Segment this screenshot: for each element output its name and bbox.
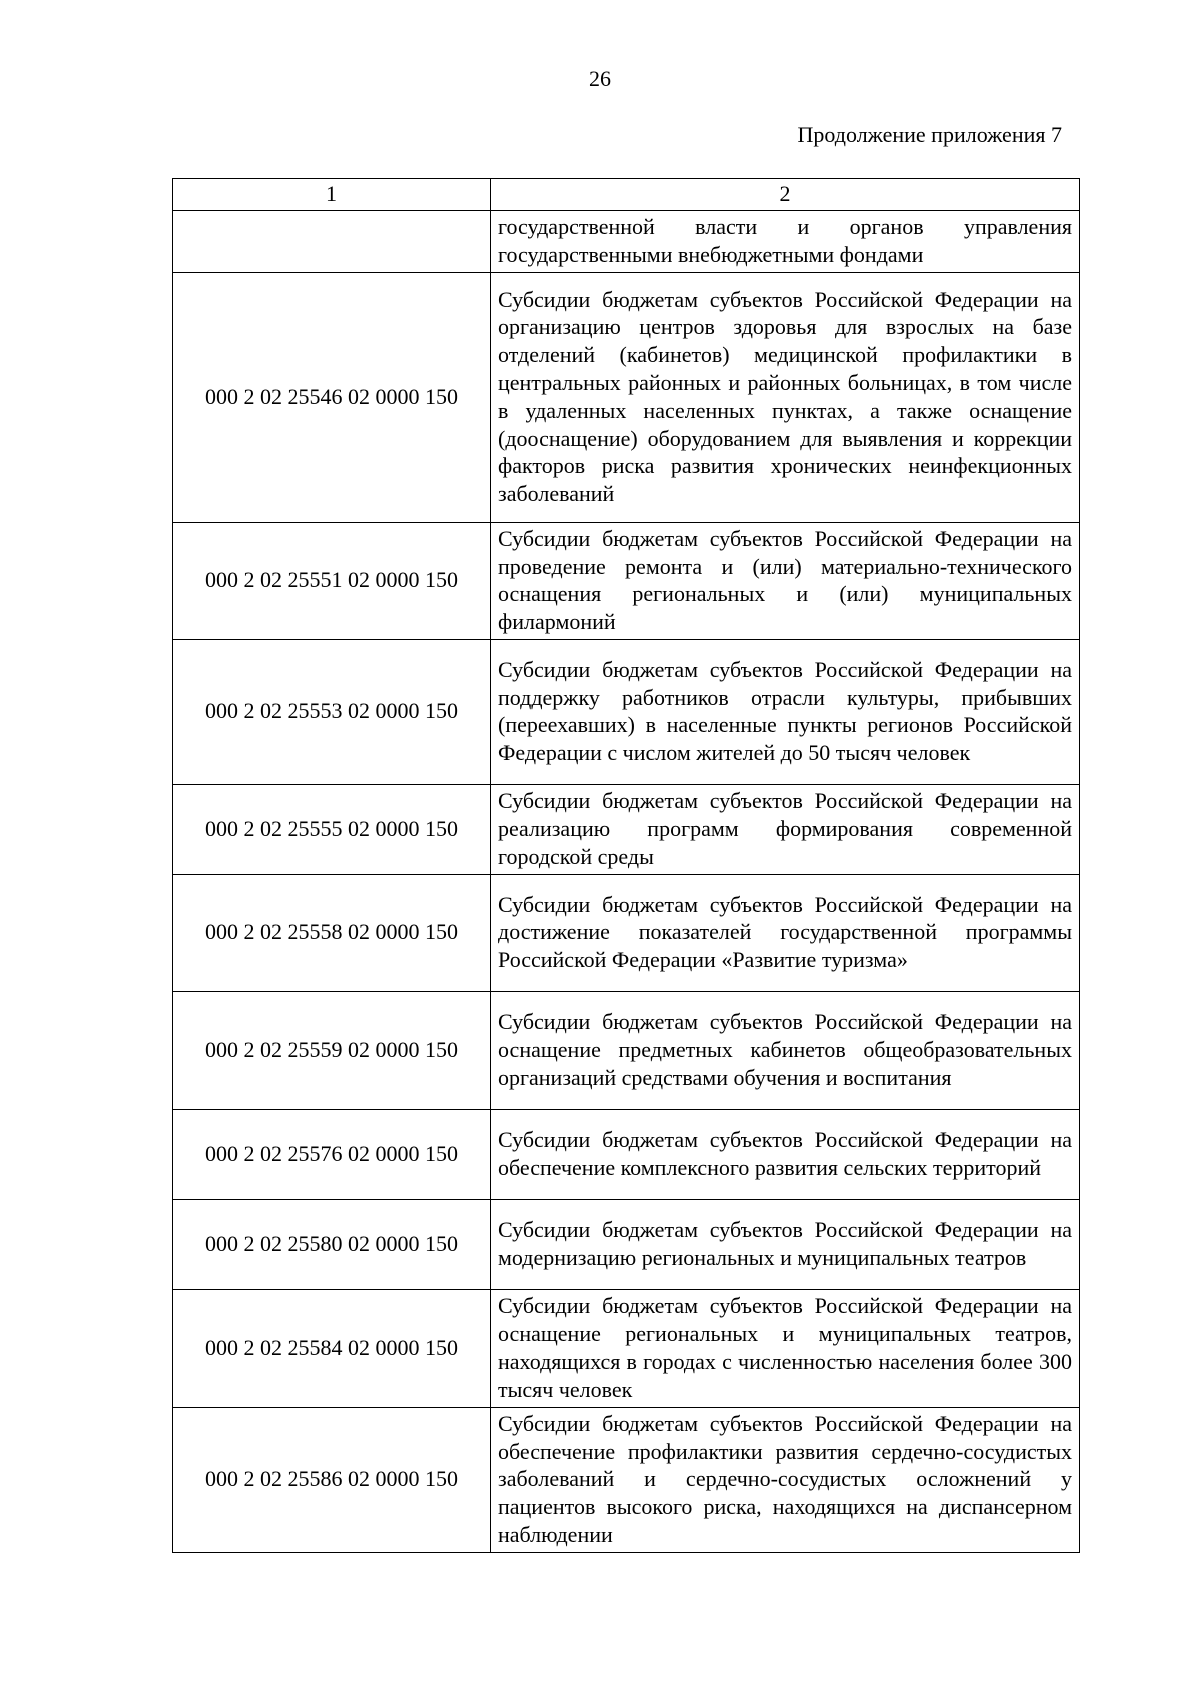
row-description: Субсидии бюджетам субъектов Российской Федерации на организацию центров здоровья для взрослых на базе отделений (кабинетов) медицинской профилактики в центральных районных и районных больницах, в том числе в удаленных населенных пунктах, а также оснащение (дооснащение) оборудованием для выявления и коррекции факторов риска развития хронических неинфекционных заболеваний — [491, 272, 1080, 522]
row-code — [173, 210, 491, 272]
table-row — [173, 522, 1080, 639]
row-description: Субсидии бюджетам субъектов Российской Федерации на поддержку работников отрасли культуры, прибывших (переехавших) в населенные пункты регионов Российской Федерации с числом жителей до 50 тысяч человек — [491, 639, 1080, 784]
table-row — [173, 1199, 1080, 1289]
page-number: 26 — [589, 66, 611, 91]
row-description: Субсидии бюджетам субъектов Российской Федерации на обеспечение профилактики развития сердечно-сосудистых заболеваний и сердечно-сосудистых осложнений у пациентов высокого риска, находящихся на диспансерном наблюдении — [491, 1407, 1080, 1552]
row-description: Субсидии бюджетам субъектов Российской Федерации на оснащение предметных кабинетов общеобразовательных организаций средствами обучения и воспитания — [491, 991, 1080, 1109]
row-code: 000 2 02 25546 02 0000 150 — [173, 272, 491, 522]
row-description: Субсидии бюджетам субъектов Российской Федерации на оснащение региональных и муниципальных театров, находящихся в городах с численностью населения более 300 тысяч человек — [491, 1289, 1080, 1407]
table-row — [173, 1407, 1080, 1552]
table-row — [173, 991, 1080, 1109]
appendix-continuation-label: Продолжение приложения 7 — [797, 122, 1062, 147]
income-codes-table — [172, 178, 1080, 1553]
row-code: 000 2 02 25558 02 0000 150 — [173, 874, 491, 991]
row-code: 000 2 02 25576 02 0000 150 — [173, 1109, 491, 1199]
table-row — [173, 1109, 1080, 1199]
table-row — [173, 1289, 1080, 1407]
table-row — [173, 784, 1080, 874]
table-row — [173, 210, 1080, 272]
row-code: 000 2 02 25580 02 0000 150 — [173, 1199, 491, 1289]
row-description: Субсидии бюджетам субъектов Российской Федерации на проведение ремонта и (или) материально-технического оснащения региональных и (или) муниципальных филармоний — [491, 522, 1080, 639]
row-code: 000 2 02 25553 02 0000 150 — [173, 639, 491, 784]
row-description: Субсидии бюджетам субъектов Российской Федерации на достижение показателей государственной программы Российской Федерации «Развитие туризма» — [491, 874, 1080, 991]
row-code: 000 2 02 25586 02 0000 150 — [173, 1407, 491, 1552]
row-code: 000 2 02 25584 02 0000 150 — [173, 1289, 491, 1407]
table-row — [173, 272, 1080, 522]
row-description: Субсидии бюджетам субъектов Российской Федерации на реализацию программ формирования современной городской среды — [491, 784, 1080, 874]
table-row — [173, 639, 1080, 784]
column-header-description: 2 — [491, 179, 1080, 211]
table-row — [173, 874, 1080, 991]
row-code: 000 2 02 25559 02 0000 150 — [173, 991, 491, 1109]
row-description: Субсидии бюджетам субъектов Российской Федерации на модернизацию региональных и муниципальных театров — [491, 1199, 1080, 1289]
row-code: 000 2 02 25555 02 0000 150 — [173, 784, 491, 874]
row-description: государственной власти и органов управления государственными внебюджетными фондами — [491, 210, 1080, 272]
row-code: 000 2 02 25551 02 0000 150 — [173, 522, 491, 639]
row-description: Субсидии бюджетам субъектов Российской Федерации на обеспечение комплексного развития сельских территорий — [491, 1109, 1080, 1199]
column-header-code: 1 — [173, 179, 491, 211]
table-header-row — [173, 179, 1080, 211]
